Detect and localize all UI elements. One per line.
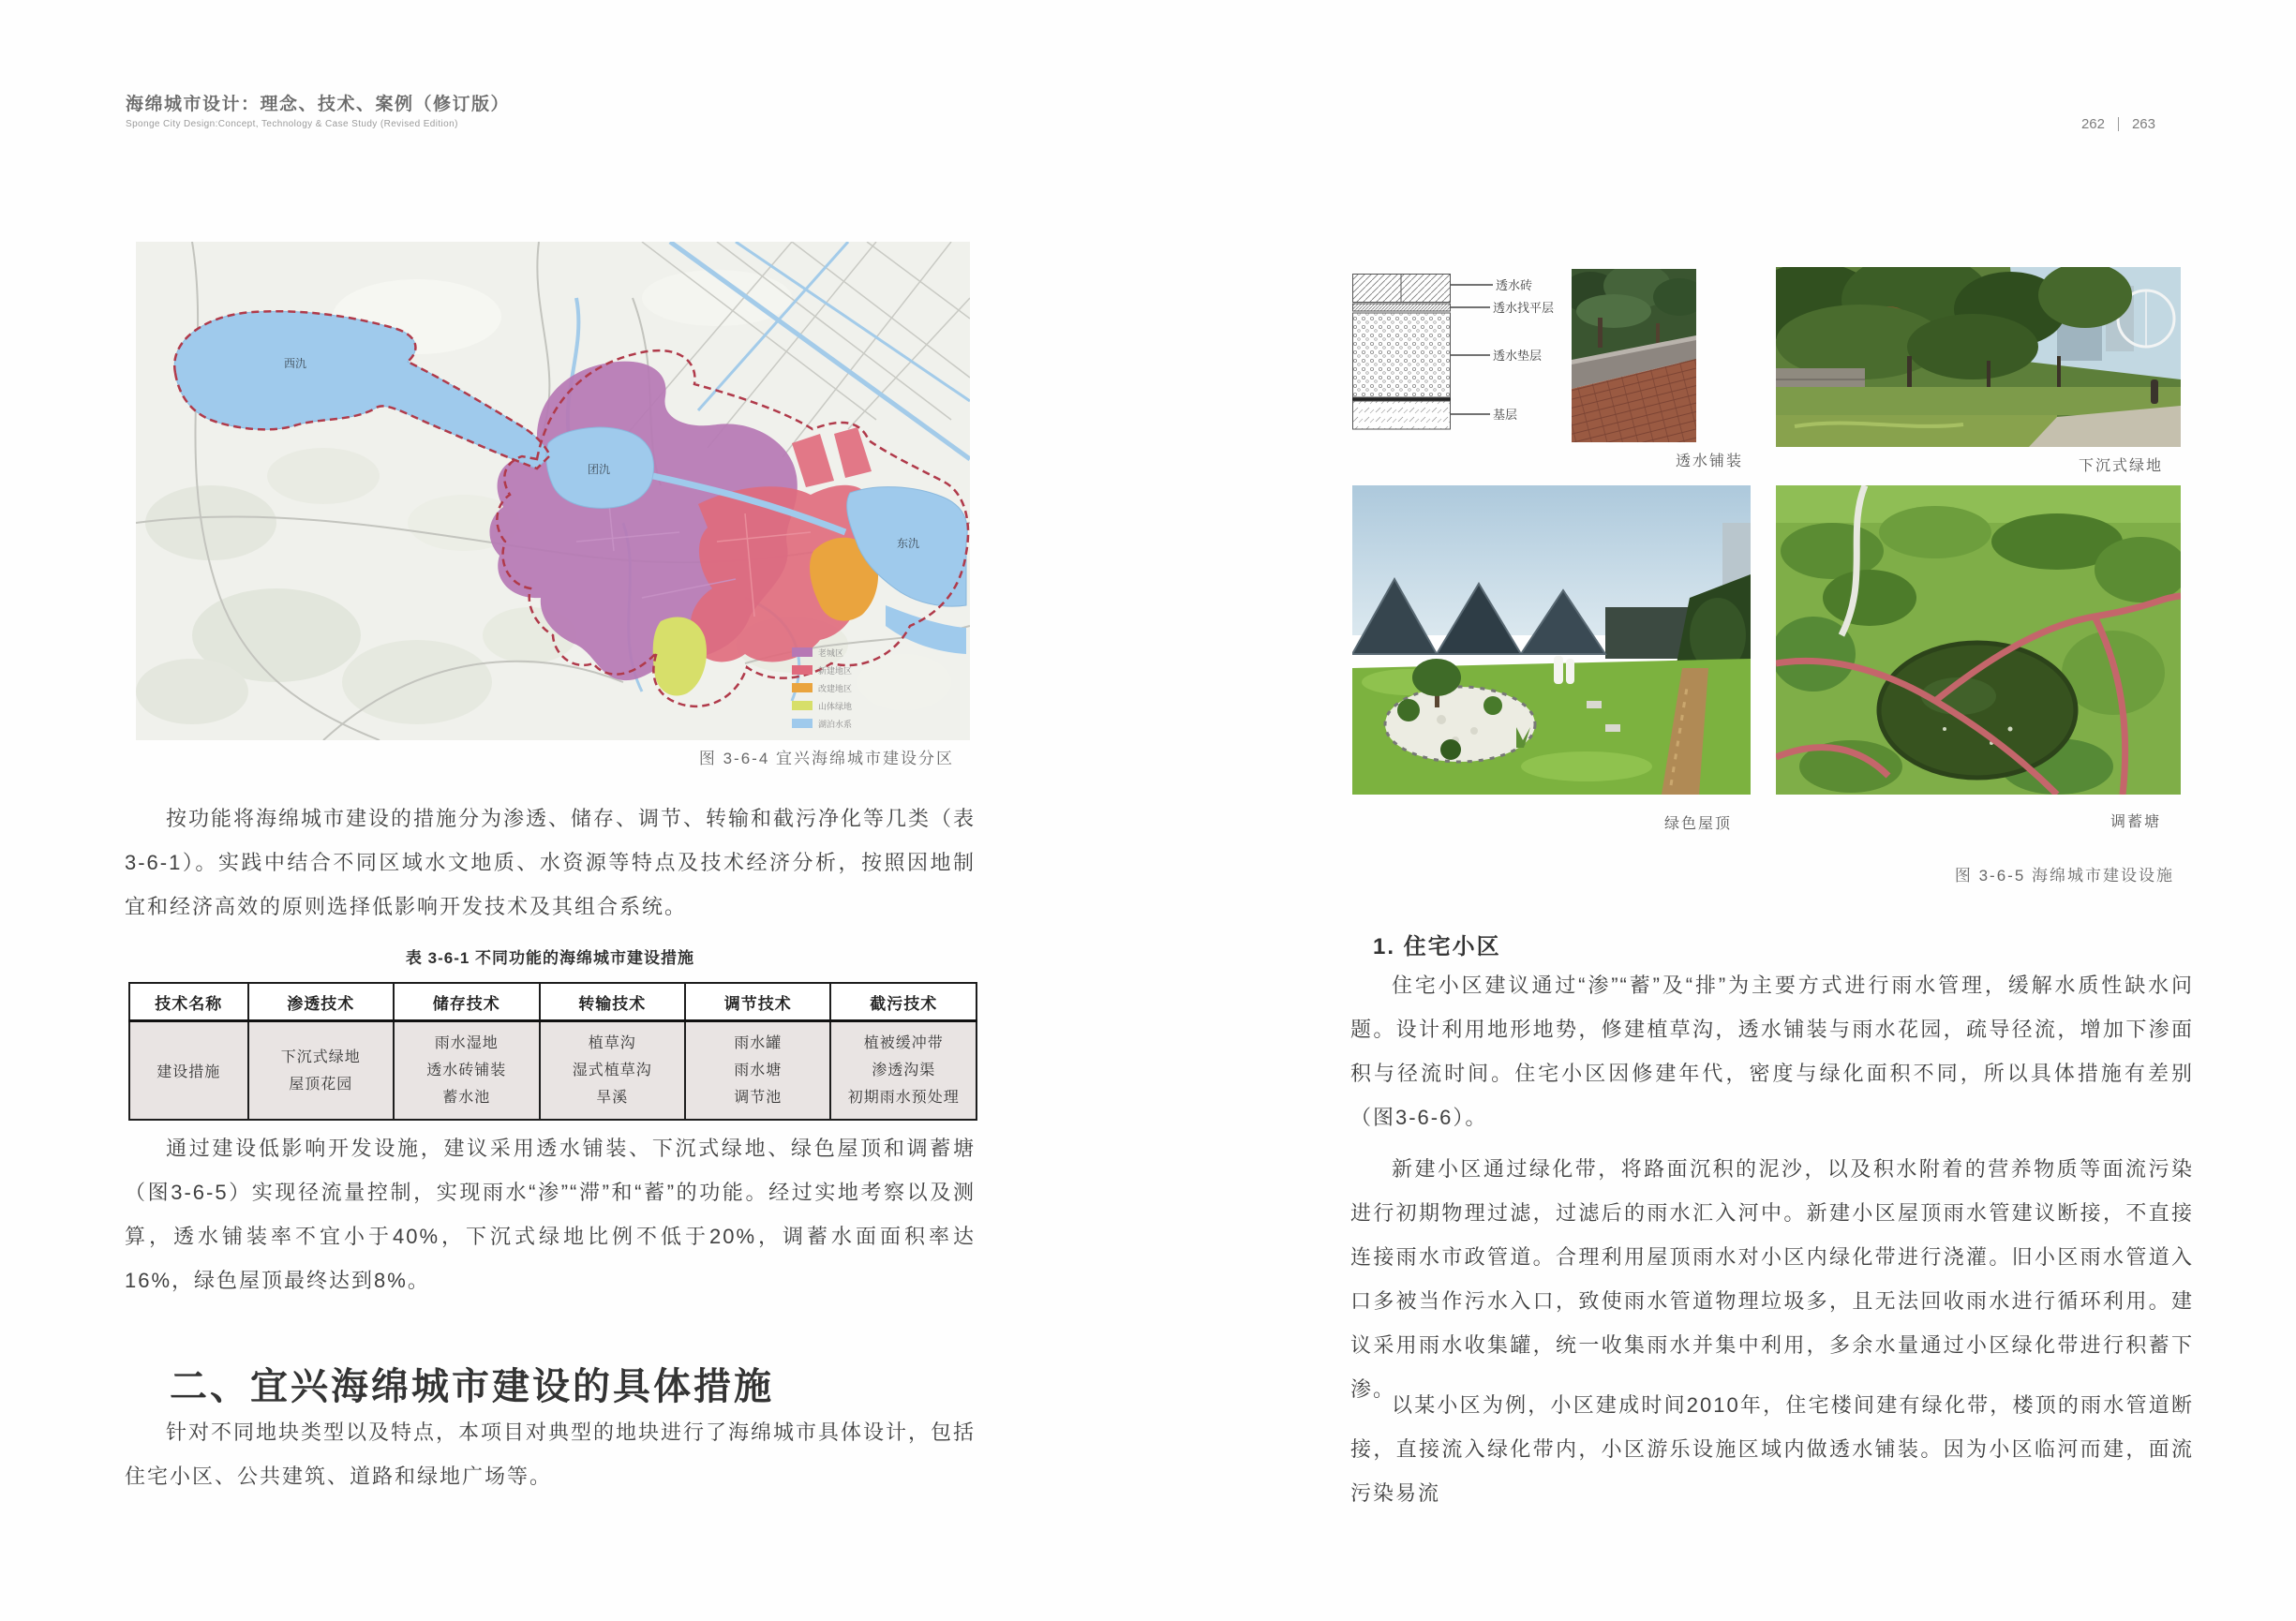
legend-label-rebuild: 改建地区 [818, 684, 853, 693]
diagram-label-base: 基层 [1493, 408, 1518, 422]
photo-sunken-green-space [1776, 267, 2181, 447]
legend-swatch-hill-green [792, 701, 813, 710]
paragraph-left-2: 通过建设低影响开发设施，建议采用透水铺装、下沉式绿地、绿色屋顶和调蓄塘（图3-6-5）实现径流量控制，实现雨水“渗”“滞”和“蓄”的功能。经过实地考察以及测算，透水铺装率不宜小于40%，下沉式绿地比例不低于20%，调蓄水面面积率达16%，绿色屋顶最终达到8%。 [125, 1137, 976, 1292]
row-label-cell: 建设措施 [129, 1021, 248, 1121]
layer-bedding [1353, 313, 1451, 397]
page-header [126, 90, 510, 129]
photo-regulation-pond [1776, 485, 2181, 795]
legend-label-hill-green: 山体绿地 [818, 702, 853, 711]
lake-label-west: 西氿 [284, 357, 307, 370]
col-header-pollution-interception: 截污技术 [830, 983, 977, 1021]
cell-line: 湿式植草沟 [572, 1063, 652, 1078]
cell-line: 蓄水池 [442, 1090, 491, 1106]
diagram-leader-lines [1451, 285, 1493, 414]
diagram-label-bedding: 透水垫层 [1493, 349, 1543, 363]
table-header-row [129, 983, 977, 1021]
section-heading: 二、宜兴海绵城市建设的具体措施 [170, 1366, 774, 1407]
cell-line: 植草沟 [588, 1035, 636, 1051]
legend-label-old-city: 老城区 [818, 648, 844, 658]
page-number-right: 263 [2131, 116, 2155, 132]
map-figure-3-6-4 [136, 242, 970, 740]
book-subtitle: Sponge City Design:Concept, Technology & Case Study (Revised Edition) [126, 119, 458, 129]
paragraph-right-1: 住宅小区建议通过“渗”“蓄”及“排”为主要方式进行雨水管理，缓解水质性缺水问题。设计利用地形地势，修建植草沟，透水铺装与雨水花园，疏导径流，增加下渗面积与径流时间。住宅小区因修建年代，密度与绿化面积不同，所以具体措施有差别（图3-6-6）。 [1350, 974, 2194, 1129]
photo-green-roof [1352, 485, 1751, 795]
paragraph-right-2: 新建小区通过绿化带，将路面沉积的泥沙，以及积水附着的营养物质等面流污染进行初期物理过滤，过滤后的雨水汇入河中。新建小区屋顶雨水管建议断接，不直接连接雨水市政管道。合理利用屋顶雨水对小区内绿化带进行浇灌。旧小区雨水管道入口多被当作污水入口，致使雨水管道物理垃圾多，且无法回收雨水进行循环利用。建议采用雨水收集罐，统一收集雨水并集中利用，多余水量通过小区绿化带进行积蓄下渗。 [1350, 1157, 2194, 1401]
cell-line: 屋顶花园 [289, 1076, 353, 1093]
legend-swatch-water [792, 719, 813, 728]
figure-3-6-5-caption: 图 3-6-5 海绵城市建设设施 [1954, 867, 2174, 885]
diagram-label-leveling: 透水找平层 [1493, 301, 1555, 315]
cell-line: 初期雨水预处理 [847, 1090, 960, 1106]
col-header-conveyance: 转输技术 [540, 983, 685, 1021]
diagram-label-brick: 透水砖 [1496, 278, 1533, 292]
cell-conveyance [540, 1021, 685, 1121]
legend-swatch-old-city [792, 647, 813, 657]
cell-pollution-interception [830, 1021, 977, 1121]
caption-regulation-pond: 调蓄塘 [2110, 814, 2161, 830]
table-row [129, 1021, 977, 1121]
paragraph-right-3: 以某小区为例，小区建成时间2010年，住宅楼间建有绿化带，楼顶的雨水管道断接，直接流入绿化带内，小区游乐设施区域内做透水铺装。因为小区临河而建，面流污染易流 [1350, 1393, 2194, 1505]
caption-permeable-paving: 透水铺装 [1675, 454, 1743, 469]
caption-green-roof: 绿色屋顶 [1663, 816, 1732, 832]
legend-swatch-new-area [792, 665, 813, 675]
layer-leveling [1353, 304, 1451, 311]
col-header-regulation: 调节技术 [685, 983, 830, 1021]
legend-label-water: 湖泊水系 [818, 720, 853, 729]
cell-line: 旱溪 [596, 1090, 629, 1106]
pavement-section-diagram [1352, 274, 1558, 433]
lake-label-east: 东氿 [897, 537, 920, 550]
photo-permeable-paving [1572, 269, 1696, 442]
cell-regulation [685, 1021, 830, 1121]
lake-label-middle: 团氿 [588, 463, 611, 476]
col-header-infiltration: 渗透技术 [248, 983, 394, 1021]
cell-line: 透水砖铺装 [426, 1063, 507, 1078]
map-figure-caption: 图 3-6-4 宜兴海绵城市建设分区 [698, 750, 954, 767]
layer-base [1353, 401, 1451, 429]
cell-line: 植被缓冲带 [863, 1035, 944, 1051]
table-title: 表 3-6-1 不同功能的海绵城市建设措施 [405, 949, 695, 967]
cell-line: 雨水罐 [734, 1035, 783, 1051]
cell-infiltration [248, 1021, 394, 1121]
paragraph-left-1: 按功能将海绵城市建设的措施分为渗透、储存、调节、转输和截污净化等几类（表3-6-1）。实践中结合不同区域水文地质、水资源等特点及技术经济分析，按照因地制宜和经济高效的原则选择低影响开发技术及其组合系统。 [125, 807, 977, 918]
caption-sunken-green: 下沉式绿地 [2078, 458, 2163, 474]
cell-line: 雨水湿地 [434, 1035, 499, 1051]
book-title: 海绵城市设计：理念、技术、案例（修订版） [126, 95, 511, 114]
subsection-heading: 1. 住宅小区 [1373, 934, 1501, 959]
page-number-divider [2118, 117, 2119, 131]
paragraph-left-3: 针对不同地块类型以及特点，本项目对典型的地块进行了海绵城市具体设计，包括住宅小区、公共建筑、道路和绿地广场等。 [125, 1420, 977, 1488]
cell-line: 渗透沟渠 [872, 1063, 936, 1078]
page-number-left: 262 [2080, 116, 2105, 132]
col-header-storage: 储存技术 [394, 983, 539, 1021]
cell-storage [394, 1021, 539, 1121]
legend-label-new-area: 新建地区 [818, 666, 853, 676]
cell-line: 调节池 [734, 1090, 783, 1106]
lid-measures-table [128, 982, 977, 1121]
page-numbers [1987, 116, 2155, 132]
cell-line: 下沉式绿地 [280, 1048, 361, 1065]
col-header-tech-name: 技术名称 [129, 983, 248, 1021]
cell-line: 雨水塘 [734, 1063, 783, 1078]
legend-swatch-rebuild [792, 683, 813, 692]
